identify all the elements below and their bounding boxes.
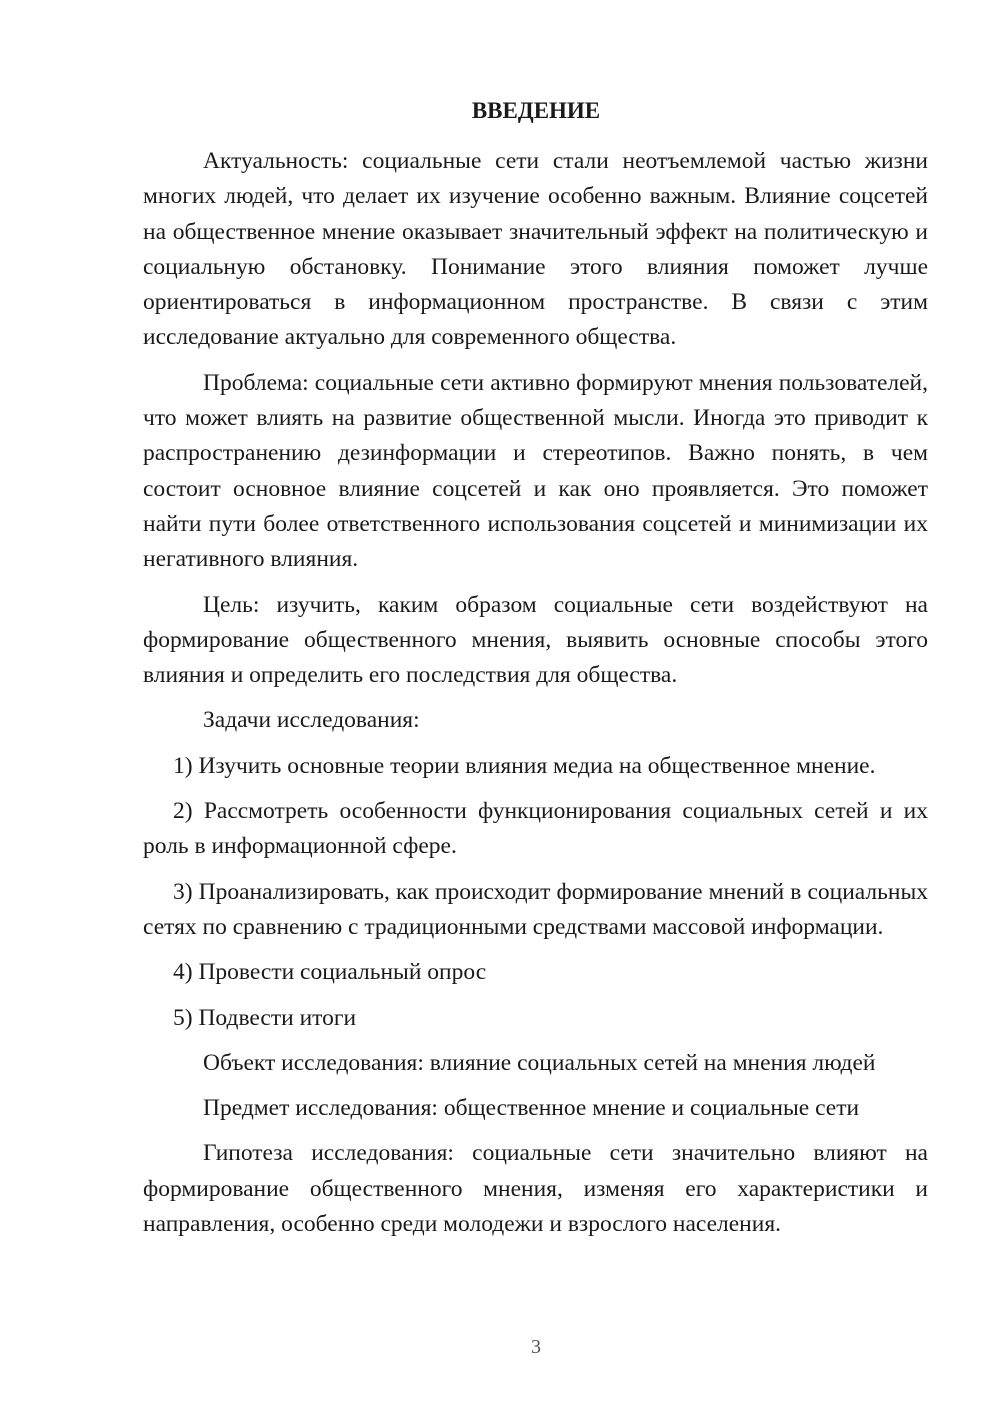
task-item-5: 5) Подвести итоги — [173, 1004, 357, 1031]
paragraph-relevance: Актуальность: социальные сети стали неотъемлемой частью жизни многих людей, что делает их изучение особенно важным. Влияние соцсетей на общественное мнение оказывает значительный эффект на политическую и социальную обстановку. Понимание этого влияния поможет лучше ориентироваться в информационном пространстве. В связи с этим исследование актуально для современного общества. — [143, 148, 928, 351]
page-number: 3 — [531, 1336, 541, 1358]
task-item-2: 2) Рассмотреть особенности функционирования социальных сетей и их роль в информационной сфере. — [143, 798, 928, 860]
body-text — [143, 144, 928, 1252]
paragraph-hypothesis: Гипотеза исследования: социальные сети значительно влияют на формирование общественного мнения, изменяя его характеристики и направления, особенно среди молодежи и взрослого населения. — [143, 1140, 928, 1238]
section-heading: ВВЕДЕНИЕ — [471, 98, 601, 123]
task-item-1: 1) Изучить основные теории влияния медиа на общественное мнение. — [173, 752, 876, 779]
paragraph-object: Объект исследования: влияние социальных сетей на мнения людей — [203, 1049, 876, 1076]
paragraph-tasks-intro: Задачи исследования: — [203, 707, 420, 734]
task-item-4: 4) Провести социальный опрос — [173, 959, 487, 986]
task-item-3: 3) Проанализировать, как происходит формирование мнений в социальных сетях по сравнению с традиционными средствами массовой информации. — [143, 878, 928, 940]
paragraph-goal: Цель: изучить, каким образом социальные сети воздействуют на формирование общественного мнения, выявить основные способы этого влияния и определить его последствия для общества. — [143, 591, 928, 689]
paragraph-subject: Предмет исследования: общественное мнение и социальные сети — [203, 1095, 860, 1122]
paragraph-problem: Проблема: социальные сети активно формируют мнения пользователей, что может влиять на развитие общественной мысли. Иногда это приводит к распространению дезинформации и стереотипов. Важно понять, в чем состоит основное влияние соцсетей и как оно проявляется. Это поможет найти пути более ответственного использования соцсетей и минимизации их негативного влияния. — [143, 369, 928, 573]
